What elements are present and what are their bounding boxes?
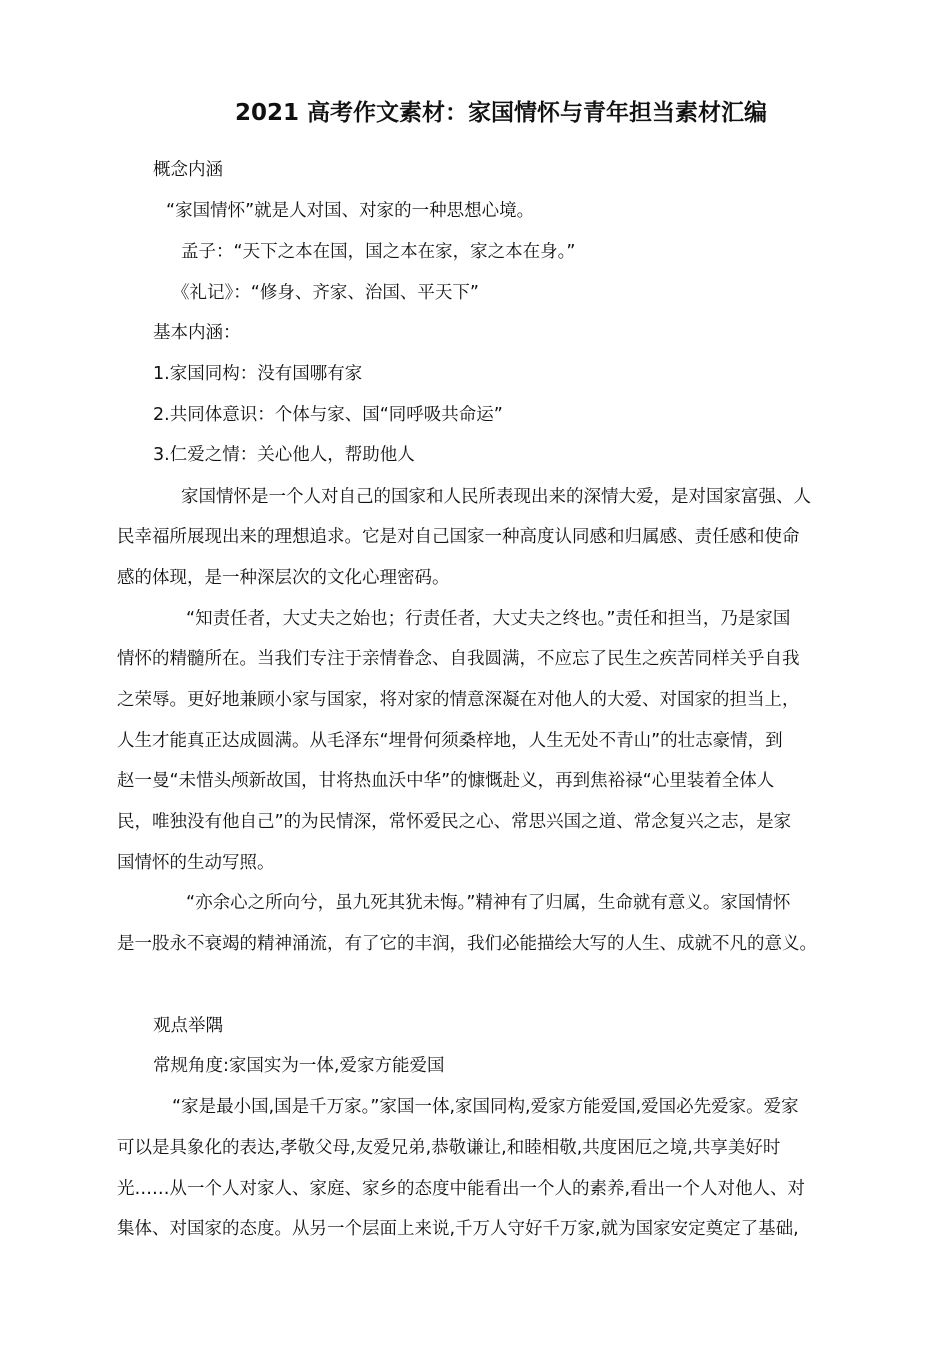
para3-line-1: “亦余心之所向兮，虽九死其犹未悔。”精神有了归属，生命就有意义。家国情怀 [186,893,791,913]
para4-line-4: 集体、对国家的态度。从另一个层面上来说,千万人守好千万家,就为国家安定奠定了基础, [117,1219,799,1239]
para4-line-1: “家是最小国,国是千万家。”家国一体,家国同构,爱家方能爱国,爱国必先爱家。爱家 [172,1097,799,1117]
para2-line-6: 民，唯独没有他自己”的为民情深，常怀爱民之心、常思兴国之道、常念复兴之志，是家 [117,812,792,832]
para3-line-2: 是一股永不衰竭的精神涌流，有了它的丰润，我们必能描绘大写的人生、成就不凡的意义。 [117,934,817,954]
basic-point-2: 2.共同体意识：个体与家、国“同呼吸共命运” [153,405,503,425]
para2-line-3: 之荣辱。更好地兼顾小家与国家，将对家的情意深凝在对他人的大爱、对国家的担当上， [117,690,800,710]
section-heading-concept: 概念内涵 [153,160,223,180]
para1-line-1: 家国情怀是一个人对自己的国家和人民所表现出来的深情大爱，是对国家富强、人 [181,487,811,507]
para2-line-5: 赵一曼“未惜头颅新故国，甘将热血沃中华”的慷慨赴义，再到焦裕禄“心里装着全体人 [117,771,775,791]
definition-line: “家国情怀”就是人对国、对家的一种思想心境。 [166,201,535,221]
para2-line-1: “知责任者，大丈夫之始也；行责任者，大丈夫之终也。”责任和担当，乃是家国 [186,609,791,629]
para1-line-3: 感的体现，是一种深层次的文化心理密码。 [117,568,450,588]
para2-line-4: 人生才能真正达成圆满。从毛泽东“埋骨何须桑梓地，人生无处不青山”的壮志豪情，到 [117,731,783,751]
section-heading-viewpoints: 观点举隅 [153,1016,223,1036]
basic-point-1: 1.家国同构：没有国哪有家 [153,364,363,384]
para2-line-2: 情怀的精髓所在。当我们专注于亲情眷念、自我圆满，不应忘了民生之疾苦同样关乎自我 [117,649,800,669]
liji-quote: 《礼记》：“修身、齐家、治国、平天下” [172,283,479,303]
para1-line-2: 民幸福所展现出来的理想追求。它是对自己国家一种高度认同感和归属感、责任感和使命 [117,527,800,547]
basic-point-3: 3.仁爱之情：关心他人，帮助他人 [153,445,415,465]
para4-line-2: 可以是具象化的表达,孝敬父母,友爱兄弟,恭敬谦让,和睦相敬,共度困厄之境,共享美好时 [117,1138,781,1158]
document-title: 2021 高考作文素材：家国情怀与青年担当素材汇编 [234,100,768,126]
basic-meaning-heading: 基本内涵： [153,323,241,343]
mencius-quote: 孟子：“天下之本在国，国之本在家，家之本在身。” [181,242,576,262]
viewpoint-subheading: 常规角度:家国实为一体,爱家方能爱国 [153,1056,445,1076]
para4-line-3: 光……从一个人对家人、家庭、家乡的态度中能看出一个人的素养,看出一个人对他人、对 [117,1179,806,1199]
para2-line-7: 国情怀的生动写照。 [117,853,275,873]
